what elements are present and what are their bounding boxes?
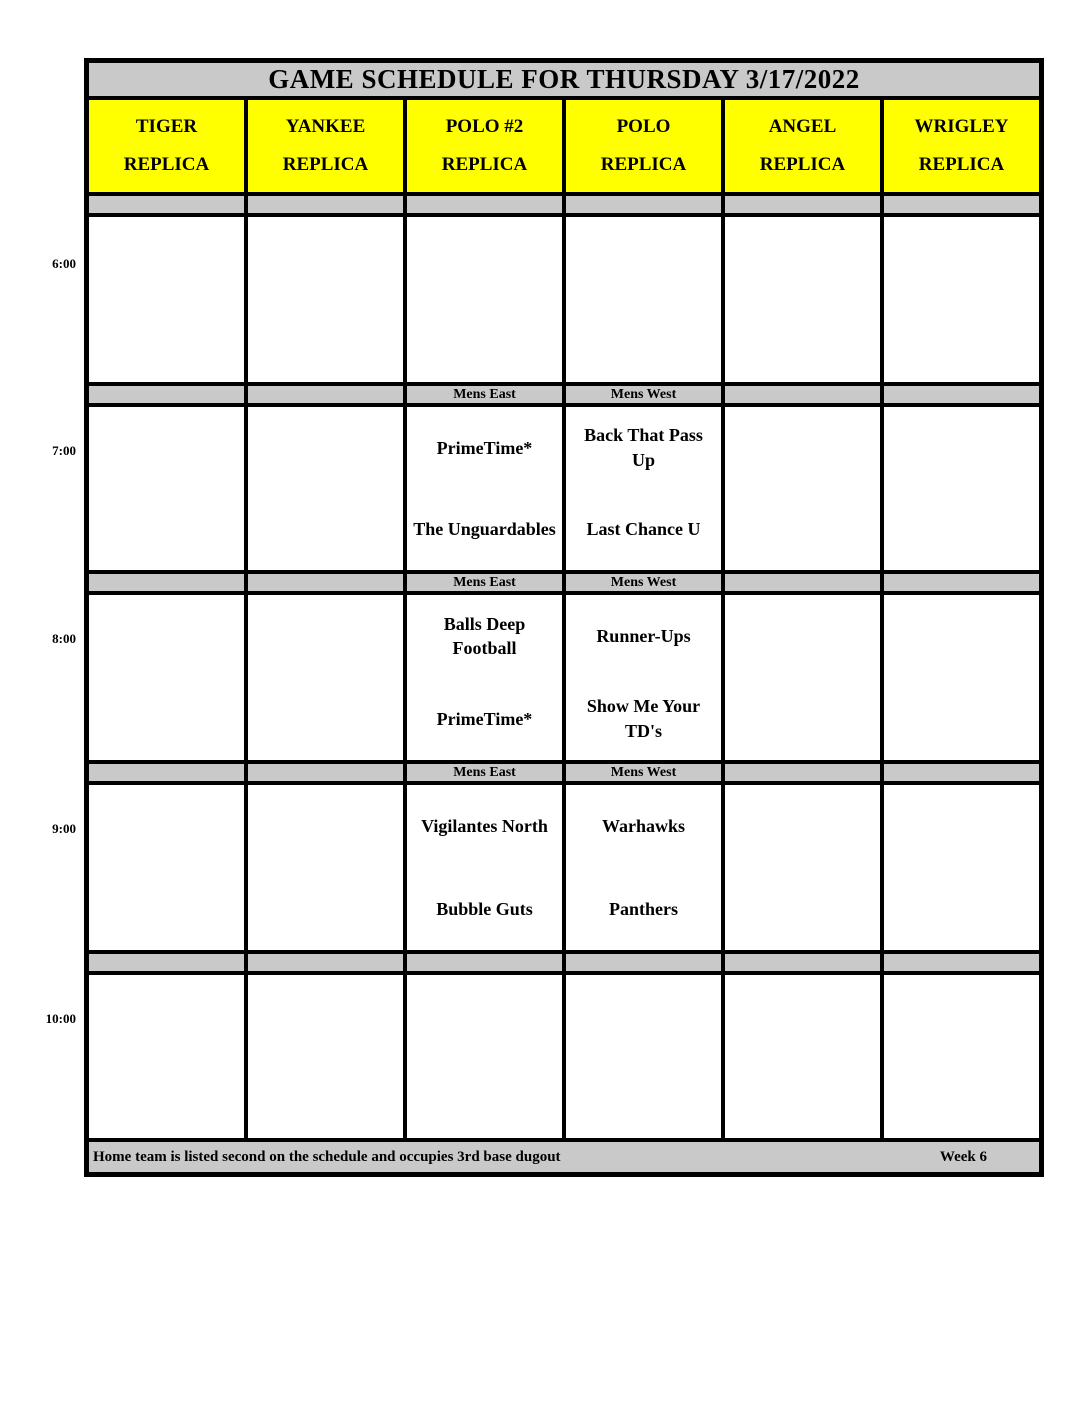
game-cell	[884, 407, 1039, 570]
away-team	[89, 407, 244, 489]
game-cell	[89, 407, 244, 570]
game-cell	[248, 595, 403, 760]
away-team: Runner-Ups	[596, 626, 691, 647]
game-cell	[725, 975, 880, 1138]
game-cell	[725, 217, 880, 382]
division-band	[248, 196, 403, 213]
home-team	[248, 678, 403, 761]
field-header-yankee	[248, 100, 403, 192]
game-cell	[407, 595, 562, 760]
time-label: 6:00	[52, 256, 76, 271]
home-team	[248, 300, 403, 383]
time-label: 10:00	[45, 1011, 76, 1026]
game-cell	[725, 785, 880, 950]
game-cell	[566, 407, 721, 570]
away-team: Back That Pass Up	[584, 425, 703, 470]
away-team	[884, 595, 1039, 678]
away-team	[725, 975, 880, 1057]
game-cell	[248, 975, 403, 1138]
game-cell	[407, 407, 562, 570]
division-band-mens-east: Mens East	[407, 386, 562, 403]
away-team	[884, 785, 1039, 868]
week-label: Week 6	[939, 1148, 987, 1165]
division-band	[566, 954, 721, 971]
home-team	[248, 489, 403, 571]
division-band	[248, 954, 403, 971]
division-band	[725, 574, 880, 591]
away-team	[248, 217, 403, 300]
home-team: Panthers	[609, 898, 678, 919]
schedule-title: GAME SCHEDULE FOR THURSDAY 3/17/2022	[89, 63, 1039, 96]
game-cell	[89, 975, 244, 1138]
home-team	[884, 868, 1039, 951]
away-team	[89, 595, 244, 678]
away-team	[248, 975, 403, 1057]
game-cell	[89, 785, 244, 950]
field-suffix: REPLICA	[918, 154, 1005, 175]
division-band-mens-east: Mens East	[407, 764, 562, 781]
field-suffix: REPLICA	[282, 154, 369, 175]
division-band-mens-west: Mens West	[566, 574, 721, 591]
home-team	[89, 300, 244, 383]
home-team	[725, 300, 880, 383]
field-suffix: REPLICA	[600, 154, 687, 175]
game-cell	[884, 595, 1039, 760]
division-band-mens-west: Mens West	[566, 764, 721, 781]
home-team	[725, 1057, 880, 1139]
division-band	[884, 196, 1039, 213]
home-team: PrimeTime*	[436, 708, 533, 729]
home-team	[89, 678, 244, 761]
game-cell	[725, 595, 880, 760]
division-band	[884, 386, 1039, 403]
home-team	[407, 300, 562, 383]
division-band	[725, 954, 880, 971]
field-suffix: REPLICA	[123, 154, 210, 175]
home-team	[248, 1057, 403, 1139]
game-cell	[407, 975, 562, 1138]
game-cell	[566, 217, 721, 382]
home-team	[248, 868, 403, 951]
home-team	[566, 1057, 721, 1139]
field-header-wrigley	[884, 100, 1039, 192]
away-team	[248, 785, 403, 868]
away-team	[725, 407, 880, 489]
division-band	[248, 574, 403, 591]
schedule-table	[84, 58, 1044, 1177]
game-cell	[407, 217, 562, 382]
away-team	[884, 217, 1039, 300]
game-cell	[89, 595, 244, 760]
field-name: POLO	[616, 116, 671, 137]
game-cell	[248, 217, 403, 382]
home-team	[725, 678, 880, 761]
game-cell	[566, 785, 721, 950]
game-cell	[725, 407, 880, 570]
time-label: 7:00	[52, 443, 76, 458]
division-band	[884, 954, 1039, 971]
division-band	[884, 764, 1039, 781]
game-cell	[884, 785, 1039, 950]
game-cell	[89, 217, 244, 382]
home-team	[884, 1057, 1039, 1139]
division-band-mens-east: Mens East	[407, 574, 562, 591]
field-name: ANGEL	[768, 116, 837, 137]
game-cell	[884, 975, 1039, 1138]
division-band	[407, 196, 562, 213]
home-team	[884, 300, 1039, 383]
away-team	[566, 975, 721, 1057]
game-cell	[566, 975, 721, 1138]
home-team-note: Home team is listed second on the schedule and occupies 3rd base dugout	[93, 1148, 561, 1165]
field-name: YANKEE	[285, 116, 366, 137]
time-label: 9:00	[52, 821, 76, 836]
field-suffix: REPLICA	[441, 154, 528, 175]
away-team	[89, 217, 244, 300]
away-team: Vigilantes North	[421, 816, 548, 837]
home-team: Show Me Your TD's	[586, 696, 701, 741]
time-label: 8:00	[52, 631, 76, 646]
game-cell	[407, 785, 562, 950]
away-team: Warhawks	[601, 816, 686, 837]
division-band	[89, 386, 244, 403]
division-band	[566, 196, 721, 213]
division-band	[89, 574, 244, 591]
home-team	[725, 489, 880, 571]
field-header-polo	[566, 100, 721, 192]
home-team	[725, 868, 880, 951]
home-team	[566, 300, 721, 383]
game-cell	[566, 595, 721, 760]
away-team	[725, 785, 880, 868]
division-band	[89, 954, 244, 971]
game-cell	[884, 217, 1039, 382]
home-team: Bubble Guts	[436, 898, 533, 919]
game-cell	[248, 785, 403, 950]
away-team	[248, 407, 403, 489]
field-header-angel	[725, 100, 880, 192]
home-team	[884, 678, 1039, 761]
away-team	[89, 785, 244, 868]
field-header-tiger	[89, 100, 244, 192]
away-team: Balls Deep Football	[443, 613, 526, 659]
game-cell	[248, 407, 403, 570]
division-band	[89, 764, 244, 781]
division-band	[248, 386, 403, 403]
home-team	[89, 868, 244, 951]
away-team	[248, 595, 403, 678]
division-band	[725, 386, 880, 403]
home-team: Last Chance U	[586, 519, 701, 540]
division-band	[884, 574, 1039, 591]
division-band	[248, 764, 403, 781]
away-team	[566, 217, 721, 300]
field-name: WRIGLEY	[914, 116, 1009, 137]
away-team	[884, 975, 1039, 1057]
division-band	[89, 196, 244, 213]
footer-bar	[89, 1142, 1039, 1172]
away-team: PrimeTime*	[436, 437, 533, 458]
field-name: TIGER	[135, 116, 198, 137]
home-team	[89, 489, 244, 571]
division-band	[725, 196, 880, 213]
away-team	[725, 217, 880, 300]
field-name: POLO #2	[445, 116, 524, 137]
away-team	[725, 595, 880, 678]
home-team	[884, 489, 1039, 571]
home-team: The Unguardables	[413, 519, 556, 540]
field-suffix: REPLICA	[759, 154, 846, 175]
away-team	[884, 407, 1039, 489]
home-team	[407, 1057, 562, 1139]
away-team	[407, 975, 562, 1057]
away-team	[89, 975, 244, 1057]
division-band	[725, 764, 880, 781]
away-team	[407, 217, 562, 300]
home-team	[89, 1057, 244, 1139]
field-header-polo2	[407, 100, 562, 192]
division-band	[407, 954, 562, 971]
division-band-mens-west: Mens West	[566, 386, 721, 403]
